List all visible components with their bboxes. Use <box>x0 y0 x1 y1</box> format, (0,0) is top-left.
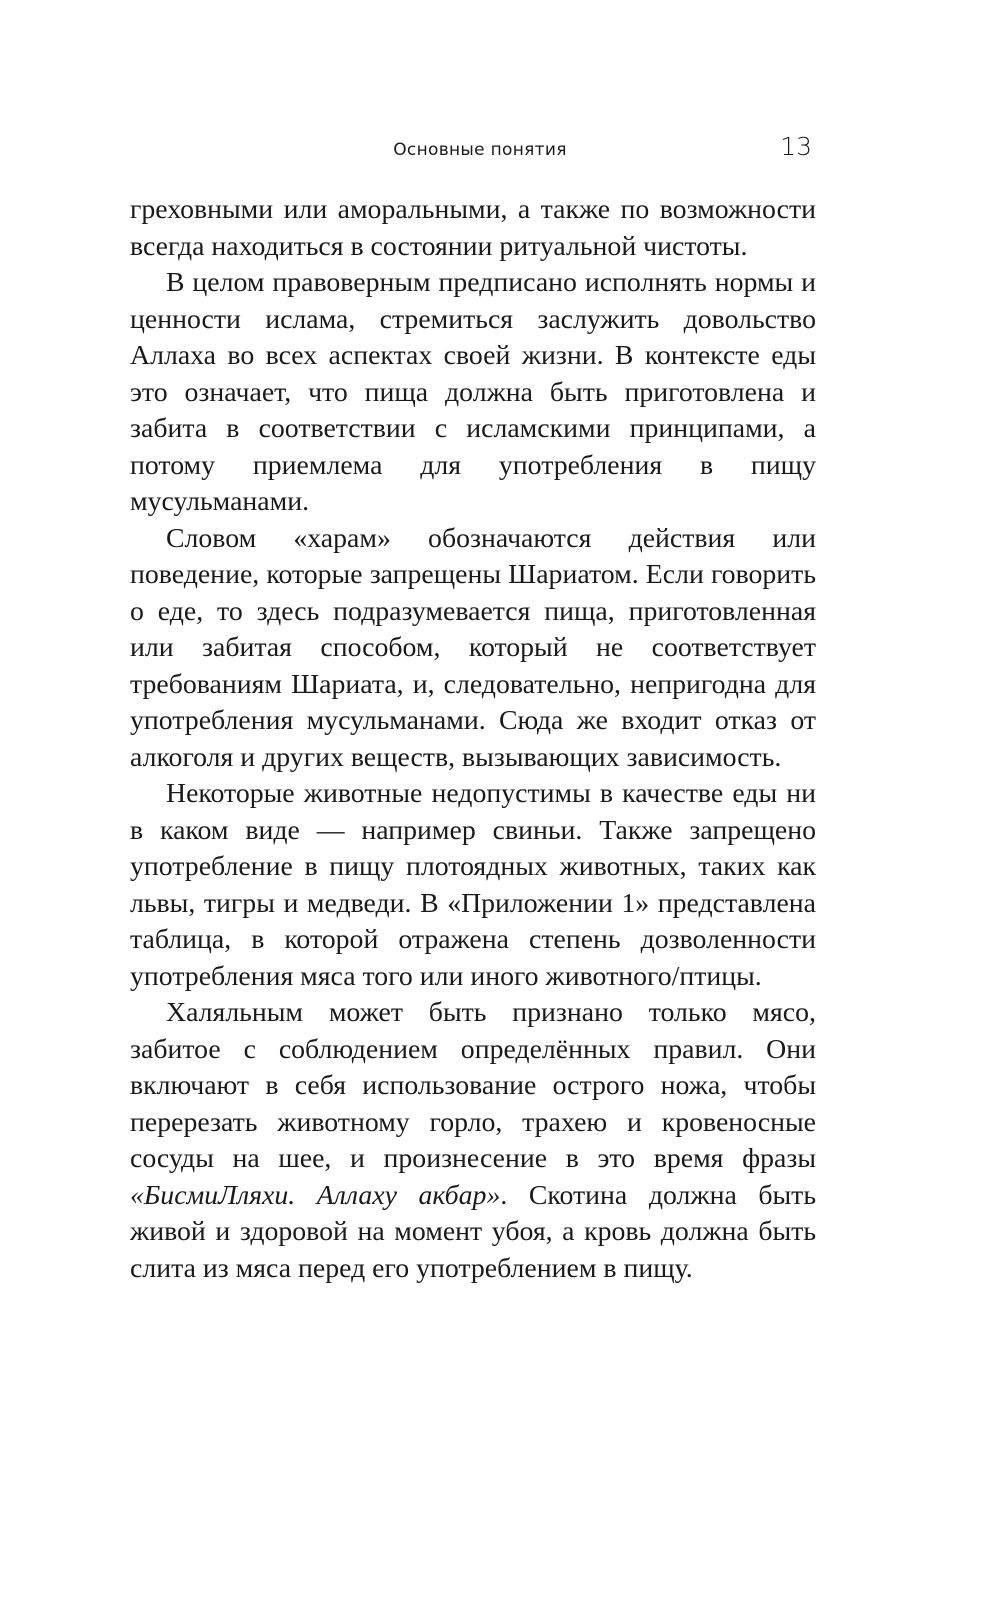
section-title: Основные понятия <box>393 140 567 160</box>
running-head <box>130 132 830 172</box>
paragraph-haram-definition: Словом «харам» обозначаются действия или поведение, которые запрещены Шариатом. Если говорить о еде, то здесь подразумевается пища, приготовленная или забитая способом, который не соответствует требованиям Шариата, и, следовательно, непригодна для употребления мусульманами. Сюда же входит отказ от алкоголя и других веществ, вызывающих зависимость. <box>130 522 816 773</box>
halal-text-before: Халяльным может быть признано только мясо, забитое с соблюдением определённых правил. Они включают в себя использование острого ножа, чтобы перерезать животному горло, трахею и кровеносные сосуды на шее, и произнесение в это время фразы <box>130 997 816 1174</box>
paragraph-forbidden-animals: Некоторые животные недопустимы в качестве еды ни в каком виде — например свиньи. Также запрещено употребление в пищу плотоядных животных, таких как львы, тигры и медведи. В «Приложении 1» представлена таблица, в которой отражена степень дозволенности употребления мяса того или иного животного/птицы. <box>130 778 816 992</box>
bismillah-phrase: «БисмиЛляхи. Аллаху акбар» <box>130 1179 501 1211</box>
body-text <box>130 192 816 1287</box>
page-number: 13 <box>780 132 812 161</box>
paragraph-islamic-norms: В целом правоверным предписано исполнять нормы и ценности ислама, стремиться заслужить довольство Аллаха во всех аспектах своей жизни. В контексте еды это означает, что пища должна быть приготовлена и забита в соответствии с исламскими принципами, а потому приемлема для употребления в пищу мусульманами. <box>130 267 816 517</box>
paragraph-halal-slaughter <box>130 995 816 1287</box>
halal-text-after: . Скотина должна быть живой и здоровой на момент убоя, а кровь должна быть слита из мяса перед его употреблением в пищу. <box>130 1179 816 1284</box>
paragraph-continuation: греховными или аморальными, а также по возможности всегда находиться в состоянии ритуальной чистоты. <box>130 194 816 262</box>
